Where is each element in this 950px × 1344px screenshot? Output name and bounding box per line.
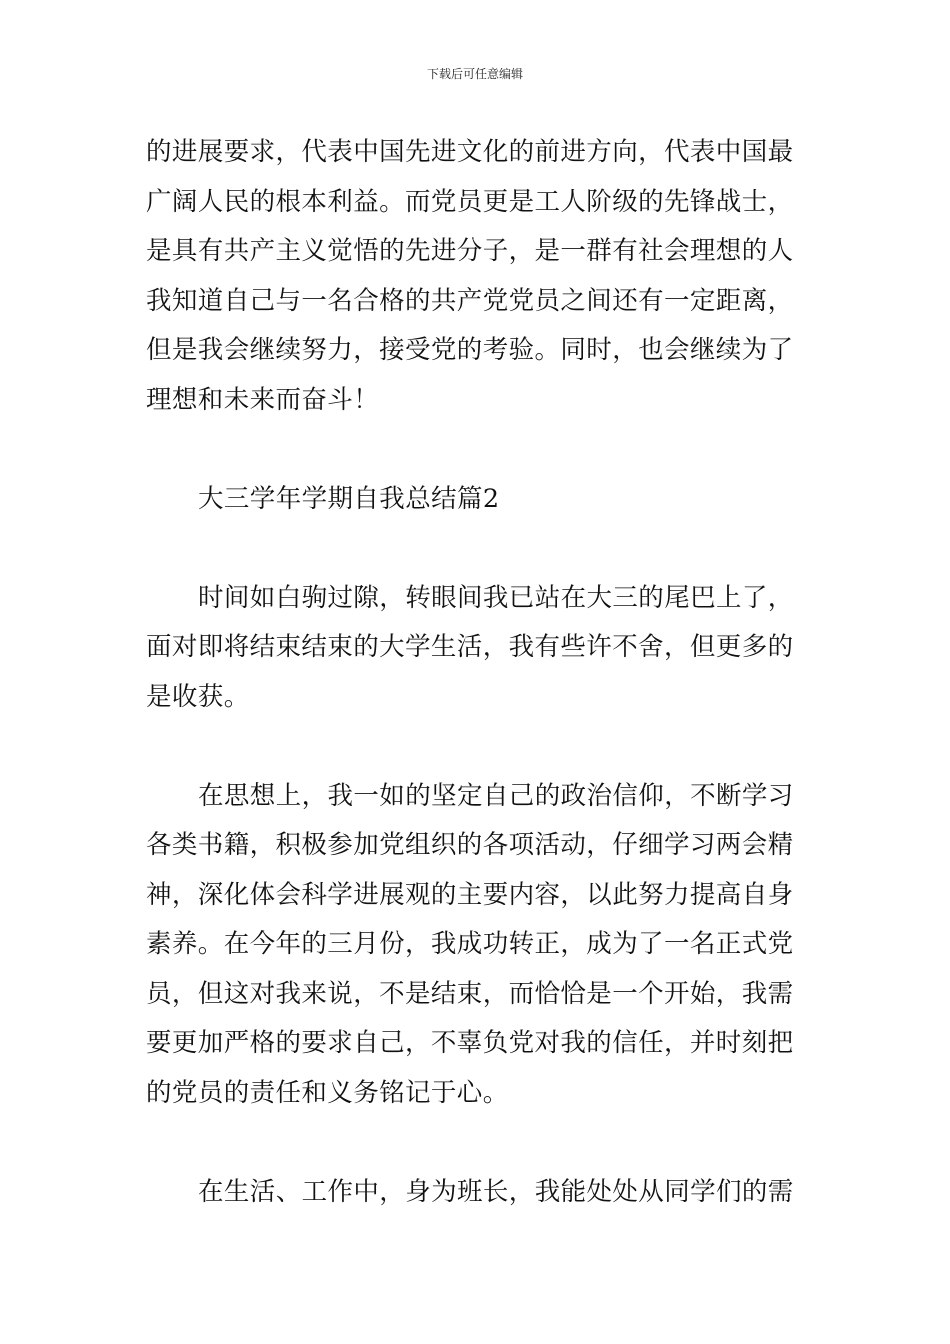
- paragraph: [146, 772, 810, 1119]
- paragraph-gap: [146, 1118, 810, 1168]
- paragraph: [146, 475, 810, 525]
- text-line: 的进展要求，代表中国先进文化的前进方向，代表中国最: [146, 137, 794, 167]
- paragraph-gap: [146, 425, 810, 475]
- text-line: 我知道自己与一名合格的共产党党员之间还有一定距离，: [146, 285, 794, 316]
- paragraph: [146, 128, 810, 425]
- paragraph: [146, 574, 810, 723]
- text-line: 各类书籍，积极参加党组织的各项活动，仔细学习两会精: [146, 830, 794, 860]
- page-header: 下载后可任意编辑: [426, 67, 523, 81]
- text-line: 是收获。: [146, 681, 250, 712]
- text-line: 神，深化体会科学进展观的主要内容，以此努力提高自身: [146, 879, 794, 910]
- paragraph-gap: [146, 722, 810, 772]
- text-line: 时间如白驹过隙，转眼间我已站在大三的尾巴上了，: [198, 582, 794, 613]
- paragraph-gap: [146, 524, 810, 574]
- text-line: 在生活、工作中，身为班长，我能处处从同学们的需: [198, 1176, 794, 1207]
- text-line: 在思想上，我一如的坚定自己的政治信仰，不断学习: [198, 780, 794, 811]
- text-line: 的党员的责任和义务铭记于心。: [146, 1077, 509, 1108]
- paragraph: [146, 1168, 810, 1218]
- document-body: [146, 128, 810, 1217]
- text-line: 理想和未来而奋斗！: [146, 384, 380, 415]
- text-line: 大三学年学期自我总结篇2: [198, 483, 500, 514]
- text-line: 但是我会继续努力，接受党的考验。同时，也会继续为了: [146, 335, 794, 365]
- text-line: 是具有共产主义觉悟的先进分子，是一群有社会理想的人: [146, 236, 794, 266]
- text-line: 要更加严格的要求自己，不辜负党对我的信任，并时刻把: [146, 1028, 794, 1058]
- text-line: 广阔人民的根本利益。而党员更是工人阶级的先锋战士，: [146, 186, 794, 217]
- text-line: 素养。在今年的三月份，我成功转正，成为了一名正式党: [146, 929, 794, 959]
- text-line: 面对即将结束结束的大学生活，我有些许不舍，但更多的: [146, 632, 794, 662]
- text-line: 员，但这对我来说，不是结束，而恰恰是一个开始，我需: [146, 978, 794, 1009]
